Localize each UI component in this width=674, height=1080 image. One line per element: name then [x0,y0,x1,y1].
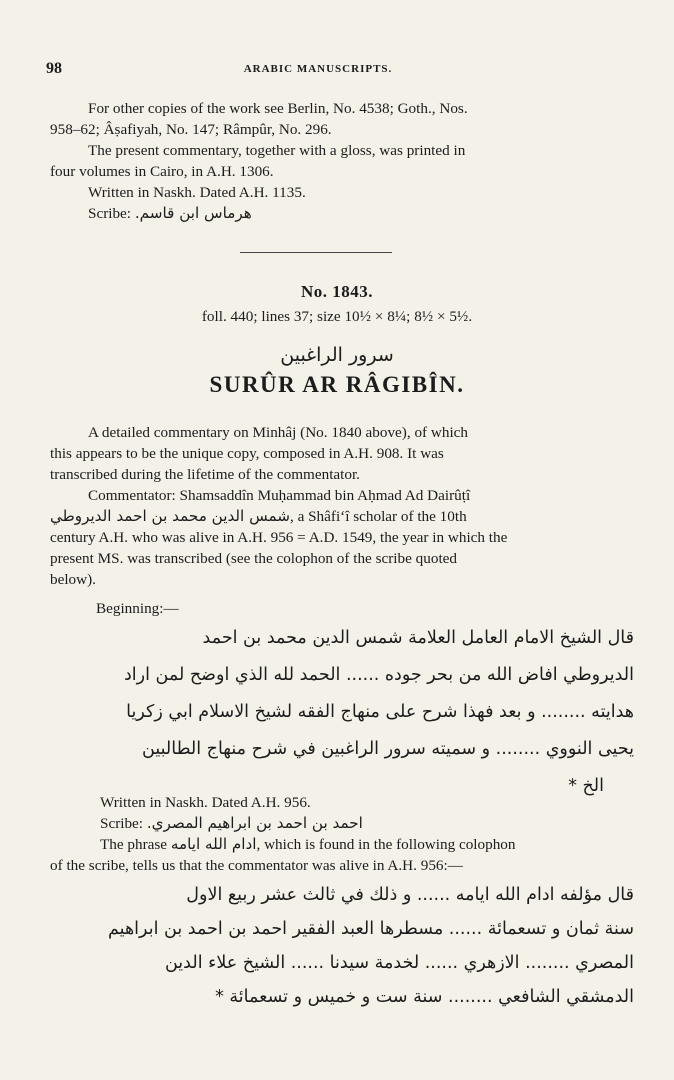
commentator-line-1: Commentator: Shamsaddîn Muḥammad bin Aḥmad Ad Dairûṭî [88,487,471,504]
notes-line-3: The present commentary, together with a gloss, was printed in [88,142,466,159]
phrase-rest: , which is found in the following colophon [256,836,516,853]
colophon-intro [50,792,630,876]
written-line: Written in Naskh. Dated A.H. 956. [100,794,311,811]
scribe-label-2: Scribe: [100,815,144,832]
page-number: 98 [46,60,62,77]
notes-line-4: four volumes in Cairo, in A.H. 1306. [50,163,274,180]
title-arabic: سرور الراغبين [280,344,394,366]
phrase-line [50,834,630,855]
notes-line-1: For other copies of the work see Berlin, No. 4538; Goth., Nos. [88,100,468,117]
entry-number: No. 1843. [300,282,374,301]
colophon-line: الدمشقي الشافعي ........ سنة ست و خميس و تسعمائة * [215,987,634,1007]
colophon-line: سنة ثمان و تسعمائة ...... مسطرها العبد الفقير احمد بن احمد بن ابراهيم [108,919,634,939]
colophon-intro-line-2: of the scribe, tells us that the commentator was alive in A.H. 956:— [50,857,463,874]
notes-scribe-line [50,203,630,224]
beginning-arabic-text [80,620,634,805]
scribe-arabic: هرماس ابن قاسم. [134,204,252,222]
colophon-arabic-text [80,878,634,1014]
notes-line-5: Written in Naskh. Dated A.H. 1135. [88,184,306,201]
scribe-arabic-2: احمد بن احمد بن ابراهيم المصري. [146,814,363,832]
beginning-line: قال الشيخ الامام العامل العلامة شمس الدين محمد بن احمد [202,628,634,648]
phrase-start: The phrase [100,836,168,853]
beginning-line: الخ * [568,776,604,796]
scribe-line [50,813,630,834]
colophon-line: قال مؤلفه ادام الله ايامه ...... و ذلك في ثالث عشر ربيع الاول [186,885,634,905]
beginning-line: الديروطي افاض الله من بحر جوده ...... الحمد لله الذي اوضح لمن اراد [123,665,634,685]
page-header [46,60,634,78]
colophon-line: المصري ........ الازهري ...... لخدمة سيدنا ...... الشيخ علاء الدين [164,953,634,973]
desc-line-2: this appears to be the unique copy, composed in A.H. 908. It was [50,445,444,462]
entry-physical-description: foll. 440; lines 37; size 10½ × 8¼; 8½ × 5½. [201,308,473,325]
commentator-line-5: below). [50,571,96,588]
beginning-line: يحيى النووي ........ و سميته سرور الراغبين في شرح منهاج الطالبين [142,739,634,759]
beginning-label: Beginning:— [96,600,179,617]
commentator-line-3: century A.H. who was alive in A.H. 956 = A.D. 1549, the year in which the [50,529,508,546]
running-head: ARABIC MANUSCRIPTS. [243,63,393,75]
desc-line-3: transcribed during the lifetime of the commentator. [50,466,360,483]
commentator-line-4: present MS. was transcribed (see the colophon of the scribe quoted [50,550,457,567]
entry-description [50,422,630,590]
scribe-label: Scribe: [88,205,132,222]
commentator-arabic: شمس الدين محمد بن احمد الديروطي [50,507,290,525]
beginning-line: هدايته ........ و بعد فهذا شرح على منهاج الفقه لشيخ الاسلام ابي زكريا [126,702,634,722]
previous-entry-notes [50,98,630,224]
notes-line-2: 958–62; Âṣafiyah, No. 147; Râmpûr, No. 296. [50,121,332,138]
desc-line-1: A detailed commentary on Minhâj (No. 1840 above), of which [88,424,469,441]
commentator-line-2 [50,506,630,527]
title-transliterated: SURÛR AR RÂGIBÎN. [209,372,465,397]
phrase-arabic: ادام الله ايامه [170,835,257,853]
section-divider [240,252,392,253]
commentator-line-2-rest: , a Shâfi‘î scholar of the 10th [289,508,467,525]
